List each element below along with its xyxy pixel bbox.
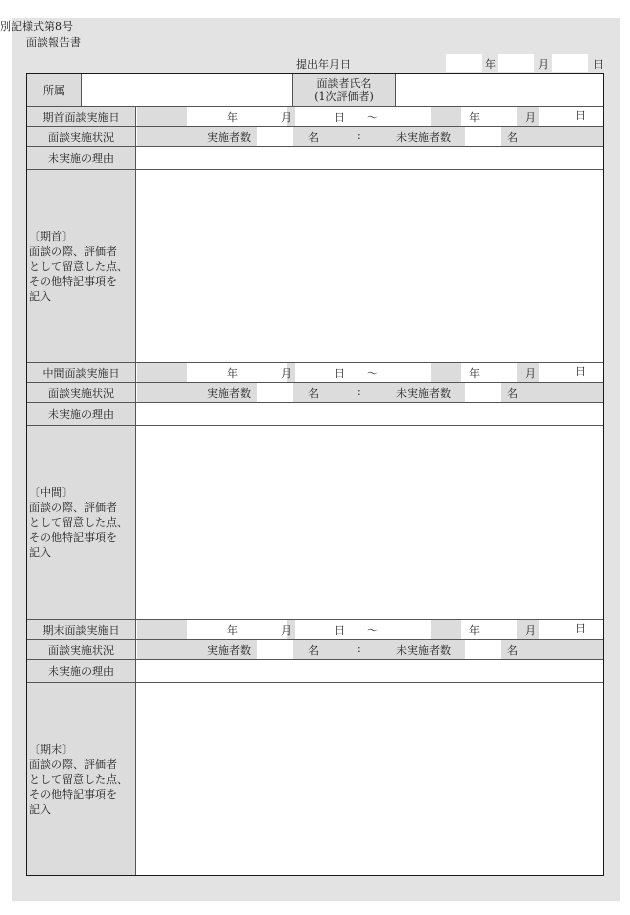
end-not-done-unit: 名 bbox=[507, 644, 518, 657]
affiliation-label-cell bbox=[27, 74, 82, 106]
end-reason-field[interactable] bbox=[137, 660, 603, 682]
submission-date-row bbox=[296, 53, 606, 73]
end-tag: 〔期末〕 bbox=[29, 742, 73, 756]
beginning-end-day-unit: 日 bbox=[575, 109, 586, 122]
middle-end-month-unit: 月 bbox=[525, 367, 536, 380]
middle-separator: : bbox=[357, 385, 361, 398]
end-start-day-unit: 日 bbox=[334, 624, 345, 637]
end-reason-row bbox=[27, 660, 603, 683]
beginning-reason-row bbox=[27, 147, 603, 170]
end-status-row bbox=[27, 640, 603, 660]
middle-start-year-unit: 年 bbox=[227, 367, 238, 380]
end-end-day-unit: 日 bbox=[575, 622, 586, 635]
beginning-status-row bbox=[27, 127, 603, 147]
end-status-label: 面談実施状況 bbox=[27, 640, 136, 659]
beginning-separator: : bbox=[357, 129, 361, 142]
end-notes-field[interactable] bbox=[137, 683, 603, 875]
middle-done-count-field[interactable] bbox=[257, 383, 293, 402]
end-end-year-unit: 年 bbox=[469, 624, 480, 637]
beginning-notes-field[interactable] bbox=[137, 170, 603, 362]
interviewer-sub-label: (1次評価者) bbox=[314, 90, 374, 103]
end-start-month-unit: 月 bbox=[281, 624, 292, 637]
beginning-not-done-label: 未実施者数 bbox=[396, 131, 451, 144]
middle-not-done-label: 未実施者数 bbox=[396, 387, 451, 400]
middle-not-done-unit: 名 bbox=[507, 387, 518, 400]
beginning-done-label: 実施者数 bbox=[207, 131, 251, 144]
middle-start-month-unit: 月 bbox=[281, 367, 292, 380]
end-date-row bbox=[27, 620, 603, 640]
beginning-end-year-unit: 年 bbox=[469, 111, 480, 124]
end-date-label: 期末面談実施日 bbox=[27, 620, 136, 639]
end-done-count-field[interactable] bbox=[257, 640, 293, 659]
end-start-date-field[interactable] bbox=[295, 620, 431, 639]
header-row bbox=[27, 74, 603, 107]
middle-end-day-unit: 日 bbox=[575, 365, 586, 378]
end-reason-label: 未実施の理由 bbox=[27, 660, 136, 682]
report-form bbox=[26, 73, 604, 876]
end-not-done-count-field[interactable] bbox=[465, 640, 501, 659]
end-done-unit: 名 bbox=[308, 644, 319, 657]
affiliation-label: 所属 bbox=[43, 84, 65, 97]
middle-notes-field[interactable] bbox=[137, 426, 603, 619]
end-separator: : bbox=[357, 642, 361, 655]
beginning-date-label: 期首面談実施日 bbox=[27, 107, 136, 126]
beginning-reason-label: 未実施の理由 bbox=[27, 147, 136, 169]
middle-start-day-unit: 日 bbox=[334, 367, 345, 380]
beginning-not-done-unit: 名 bbox=[507, 131, 518, 144]
submission-month-unit: 月 bbox=[538, 58, 549, 71]
beginning-done-unit: 名 bbox=[308, 131, 319, 144]
submission-date-label: 提出年月日 bbox=[296, 58, 351, 71]
beginning-status-label: 面談実施状況 bbox=[27, 127, 136, 146]
submission-day-unit: 日 bbox=[593, 58, 604, 71]
middle-done-unit: 名 bbox=[308, 387, 319, 400]
middle-range-tilde: ～ bbox=[367, 367, 378, 380]
interviewer-name-field[interactable] bbox=[396, 74, 603, 106]
middle-tag: 〔中間〕 bbox=[29, 486, 73, 499]
beginning-start-year-unit: 年 bbox=[227, 111, 238, 124]
beginning-not-done-count-field[interactable] bbox=[465, 127, 501, 146]
end-notes-label: 〔期末〕 面談の際、評価者 として留意した点、 その他特記事項を 記入 bbox=[27, 683, 136, 875]
beginning-date-row bbox=[27, 107, 603, 127]
middle-notes-label: 〔中間〕 面談の際、評価者 として留意した点、 その他特記事項を 記入 bbox=[27, 426, 136, 619]
submission-year-unit: 年 bbox=[485, 58, 496, 71]
middle-status-label: 面談実施状況 bbox=[27, 383, 136, 402]
end-notes-row bbox=[27, 683, 603, 875]
middle-date-label: 中間面談実施日 bbox=[27, 363, 136, 382]
beginning-start-day-unit: 日 bbox=[334, 111, 345, 124]
beginning-range-tilde: ～ bbox=[367, 111, 378, 124]
middle-status-row bbox=[27, 383, 603, 403]
middle-notes-row bbox=[27, 426, 603, 620]
end-range-tilde: ～ bbox=[367, 624, 378, 637]
end-done-label: 実施者数 bbox=[207, 644, 251, 657]
form-title: 面談報告書 bbox=[26, 36, 81, 49]
middle-end-year-unit: 年 bbox=[469, 367, 480, 380]
interviewer-label: 面談者氏名 bbox=[316, 77, 372, 90]
affiliation-field[interactable] bbox=[82, 74, 292, 106]
submission-day-field[interactable] bbox=[552, 54, 588, 72]
middle-date-row bbox=[27, 363, 603, 383]
beginning-reason-field[interactable] bbox=[137, 147, 603, 169]
beginning-done-count-field[interactable] bbox=[257, 127, 293, 146]
beginning-start-month-unit: 月 bbox=[281, 111, 292, 124]
interviewer-label-cell bbox=[292, 74, 396, 106]
beginning-end-month-unit: 月 bbox=[525, 111, 536, 124]
middle-reason-field[interactable] bbox=[137, 403, 603, 425]
middle-not-done-count-field[interactable] bbox=[465, 383, 501, 402]
beginning-tag: 〔期首〕 bbox=[29, 229, 73, 243]
beginning-notes-label: 〔期首〕 面談の際、評価者 として留意した点、 その他特記事項を 記入 bbox=[27, 170, 136, 362]
beginning-start-date-field[interactable] bbox=[295, 107, 431, 126]
middle-reason-label: 未実施の理由 bbox=[27, 403, 136, 425]
middle-start-date-field[interactable] bbox=[295, 363, 431, 382]
middle-done-label: 実施者数 bbox=[207, 387, 251, 400]
submission-year-field[interactable] bbox=[446, 54, 482, 72]
end-start-year-unit: 年 bbox=[227, 624, 238, 637]
end-end-month-unit: 月 bbox=[525, 624, 536, 637]
beginning-notes-row bbox=[27, 170, 603, 363]
end-not-done-label: 未実施者数 bbox=[396, 644, 451, 657]
form-number: 別記様式第8号 bbox=[0, 20, 73, 33]
submission-month-field[interactable] bbox=[498, 54, 534, 72]
middle-reason-row bbox=[27, 403, 603, 426]
